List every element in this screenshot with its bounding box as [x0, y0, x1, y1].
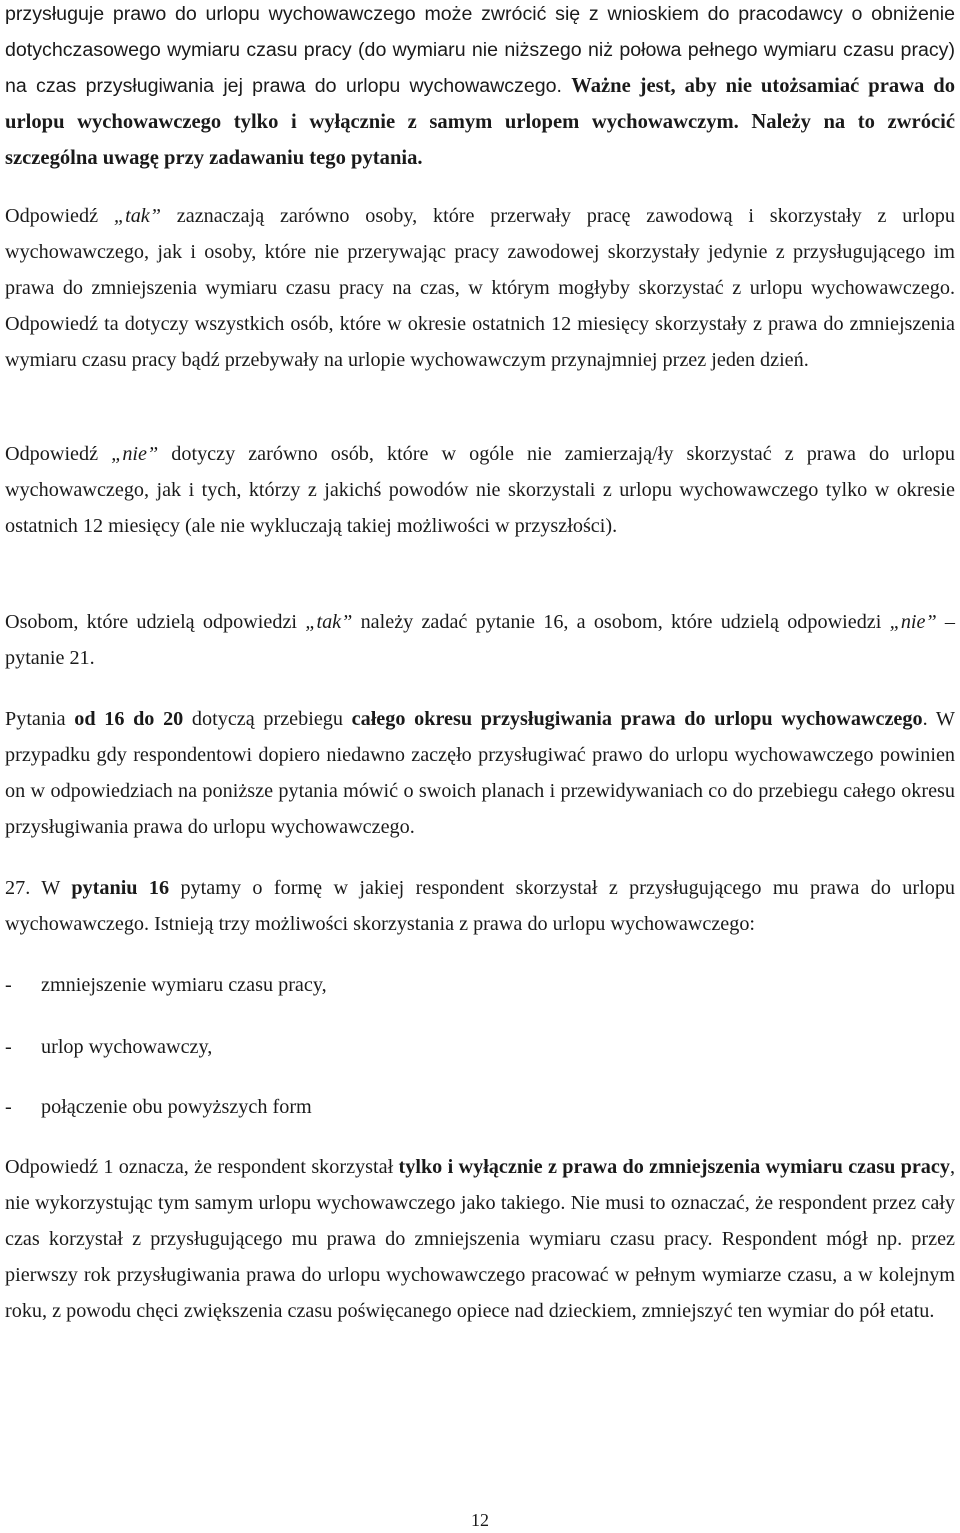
paragraph-text: , nie wykorzystując tym samym urlopu wychowawczego jako takiego. Nie musi to oznaczać, że respondent przez cały czas korzystał z przysługującego mu prawa do zmniejszenia wymiaru czasu pracy. Respondent mógł np. przez pierwszy rok przysługiwania prawa do urlopu wychowawczego pracować w pełnym wymiarze czasu, a w kolejnym roku, z powodu chęci zwiększenia czasu poświęcanego opiece nad dzieckiem, zmniejszyć ten wymiar do pół etatu. — [5, 1156, 956, 1322]
list-item-text: połączenie obu powyższych form — [41, 1096, 312, 1118]
list-item-text: urlop wychowawczy, — [41, 1036, 213, 1058]
paragraph-text: należy zadać pytanie 16, a osobom, które udzielą odpowiedzi — [352, 611, 890, 633]
dash-bullet: - — [5, 974, 12, 996]
paragraph-answer-1 — [5, 1149, 955, 1329]
dash-bullet: - — [5, 1036, 12, 1058]
paragraph-text: . W przypadku gdy respondentowi dopiero niedawno zaczęło przysługiwać prawo do urlopu wychowawczego powinien on w odpowiedziach na poniższe pytania mówić o swoich planach i przewidywaniach co do przebiegu całego okresu przysługiwania prawa do urlopu wychowawczego. — [5, 708, 955, 838]
bold-emphasis: tylko i wyłącznie z prawa do zmniejszenia wymiaru czasu pracy — [398, 1156, 950, 1178]
bold-emphasis: pytaniu 16 — [71, 877, 170, 899]
paragraph-text: dotyczy zarówno osób, które w ogóle nie zamierzają/ły skorzystać z prawa do urlopu wychowawczego, jak i tych, którzy z jakichś powodów nie skorzystali z urlopu wychowawczego tylko w okresie ostatnich 12 miesięcy (ale nie wykluczają takiej możliwości w przyszłości). — [5, 443, 955, 537]
bold-emphasis: Ważne jest, aby nie utożsamiać prawa do urlopu wychowawczego tylko i wyłącznie z samym urlopem wychowawczym. Należy na to zwrócić szczególna uwagę przy zadawaniu tego pytania. — [5, 75, 955, 169]
paragraph-text: 27. W — [5, 877, 72, 899]
paragraph-parental-leave-intro — [5, 0, 955, 176]
italic-answer-yes: „tak” — [113, 205, 161, 227]
list-item-text: zmniejszenie wymiaru czasu pracy, — [41, 974, 327, 996]
paragraph-text: – pytanie 21. — [5, 611, 956, 669]
paragraph-question-16 — [5, 870, 955, 942]
bold-emphasis: całego okresu przysługiwania prawa do urlopu wychowawczego — [351, 708, 923, 730]
paragraph-text: pytamy o formę w jakiej respondent skorzystał z przysługującego mu prawa do urlopu wychowawczego. Istnieją trzy możliwości skorzystania z prawa do urlopu wychowawczego: — [5, 877, 956, 935]
paragraph-routing — [5, 604, 955, 676]
italic-answer-yes: „tak” — [305, 611, 353, 633]
dash-bullet: - — [5, 1096, 12, 1118]
paragraph-text: Odpowiedź — [5, 443, 112, 465]
paragraph-text: Odpowiedź — [5, 205, 114, 227]
paragraph-text: przysługuje prawo do urlopu wychowawczego może zwrócić się z wnioskiem do pracodawcy o obniżenie dotychczasowego wymiaru czasu pracy (do wymiaru nie niższego niż połowa pełnego wymiaru czasu pracy) na czas przysługiwania jej prawa do urlopu wychowawczego. — [5, 3, 955, 97]
list-item — [5, 1029, 955, 1065]
paragraph-text: Osobom, które udzielą odpowiedzi — [5, 611, 306, 633]
page-number: 12 — [471, 1510, 489, 1530]
list-item — [5, 967, 955, 1003]
paragraph-text: Pytania — [5, 708, 75, 730]
italic-answer-no: „nie” — [111, 443, 159, 465]
list-item — [5, 1089, 955, 1125]
bold-emphasis: od 16 do 20 — [74, 708, 184, 730]
paragraph-answer-yes — [5, 198, 955, 378]
paragraph-questions-16-20 — [5, 701, 955, 845]
paragraph-text: dotyczą przebiegu — [183, 708, 352, 730]
paragraph-text: Odpowiedź 1 oznacza, że respondent skorzystał — [5, 1156, 399, 1178]
paragraph-text: zaznaczają zarówno osoby, które przerwały pracę zawodową i skorzystały z urlopu wychowawczego, jak i osoby, które nie przerywając pracy zawodowej skorzystały jedynie z przysługującego im prawa do zmniejszenia wymiaru czasu pracy na czas, w którym mogłyby skorzystać z urlopu wychowawczego. Odpowiedź ta dotyczy wszystkich osób, które w okresie ostatnich 12 miesięcy skorzystały z prawa do zmniejszenia wymiaru czasu pracy bądź przebywały na urlopie wychowawczym przynajmniej przez jeden dzień. — [5, 205, 955, 371]
italic-answer-no: „nie” — [889, 611, 937, 633]
paragraph-answer-no — [5, 436, 955, 544]
